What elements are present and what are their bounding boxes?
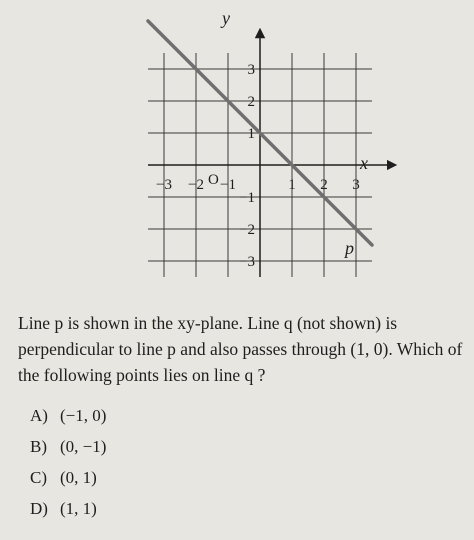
- choice-value: (1, 1): [60, 498, 97, 518]
- answer-choices: [30, 400, 106, 524]
- choice-a[interactable]: [30, 400, 106, 431]
- y-tick-label: 3: [247, 62, 255, 78]
- x-tick-label: 2: [320, 177, 328, 193]
- choice-value: (−1, 0): [60, 405, 107, 425]
- tick-labels: [156, 62, 360, 270]
- y-axis-label: y: [222, 8, 230, 28]
- choice-b[interactable]: [30, 431, 106, 462]
- y-tick-label: −1: [239, 190, 255, 206]
- y-tick-label: −2: [239, 222, 255, 238]
- y-tick-label: −3: [239, 254, 255, 270]
- y-tick-label: 1: [247, 126, 255, 142]
- choice-value: (0, −1): [60, 436, 107, 456]
- line-p-label: p: [345, 238, 354, 258]
- origin-label: O: [208, 172, 219, 188]
- x-tick-label: −2: [188, 177, 204, 193]
- choice-c[interactable]: [30, 462, 106, 493]
- choice-letter: B): [30, 436, 47, 456]
- x-tick-label: 3: [352, 177, 360, 193]
- choice-letter: D): [30, 498, 48, 518]
- x-axis-label: x: [360, 153, 368, 173]
- x-tick-label: −3: [156, 177, 172, 193]
- x-tick-label: −1: [220, 177, 236, 193]
- question-text: Line p is shown in the xy-plane. Line q (not shown) is perpendicular to line p and also passes through (1, 0). Which of the following points lies on line q ?: [18, 313, 463, 385]
- choice-letter: C): [30, 467, 47, 487]
- choice-letter: A): [30, 405, 48, 425]
- y-tick-label: 2: [247, 94, 255, 110]
- x-tick-label: 1: [288, 177, 296, 193]
- choice-d[interactable]: [30, 493, 106, 524]
- choice-value: (0, 1): [60, 467, 97, 487]
